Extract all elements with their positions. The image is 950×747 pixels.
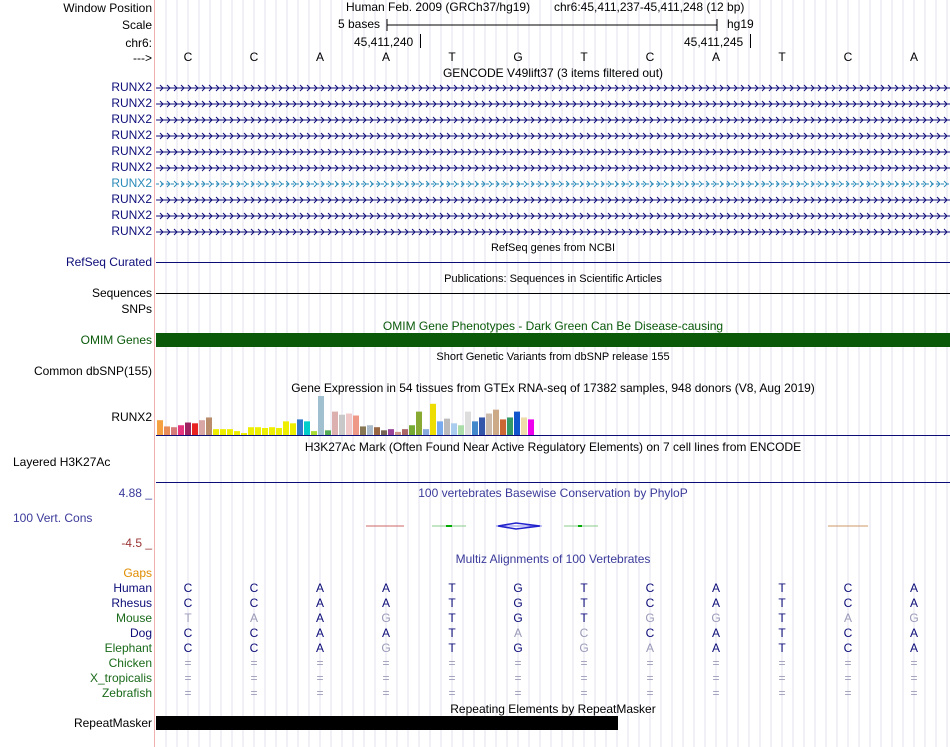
multiz-base: = xyxy=(448,671,456,685)
omim-gene-bar[interactable] xyxy=(156,333,950,347)
gtex-tissue-bar[interactable] xyxy=(437,421,443,435)
reference-base: C xyxy=(249,50,259,64)
multiz-base: T xyxy=(580,581,588,595)
multiz-base: A xyxy=(843,611,852,625)
repeatmasker-track-title[interactable]: Repeating Elements by RepeatMasker xyxy=(450,702,656,716)
strand-arrow xyxy=(909,181,912,187)
multiz-base: A xyxy=(381,596,390,610)
refseq-track-label[interactable]: RefSeq Curated xyxy=(65,255,152,269)
phylop-track-label[interactable]: 100 Vert. Cons xyxy=(13,511,93,525)
publications-sequence-line[interactable] xyxy=(156,293,950,294)
scale-label: Scale xyxy=(121,18,152,32)
multiz-base: = xyxy=(646,656,654,670)
gencode-transcript-label[interactable]: RUNX2 xyxy=(111,80,152,94)
multiz-base: T xyxy=(448,596,456,610)
multiz-base: T xyxy=(580,611,588,625)
gtex-expression-bars[interactable] xyxy=(156,396,950,436)
gencode-transcript[interactable] xyxy=(156,227,950,237)
multiz-base: A xyxy=(315,611,324,625)
multiz-base: A xyxy=(711,626,720,640)
strand-arrow xyxy=(839,181,842,187)
multiz-base: = xyxy=(910,686,918,700)
multiz-species-label[interactable]: Zebrafish xyxy=(101,686,152,700)
strand-arrow xyxy=(944,181,947,187)
multiz-base: = xyxy=(712,656,720,670)
strand-label: ---> xyxy=(133,51,152,65)
strand-arrow xyxy=(769,181,772,187)
multiz-base: = xyxy=(382,671,390,685)
strand-arrow xyxy=(734,181,737,187)
strand-arrow xyxy=(804,181,807,187)
multiz-base: = xyxy=(844,686,852,700)
h3k27ac-track-label[interactable]: Layered H3K27Ac xyxy=(13,455,111,469)
dbsnp-track-label[interactable]: Common dbSNP(155) xyxy=(33,364,152,378)
multiz-base: G xyxy=(513,596,523,610)
gtex-tissue-bar[interactable] xyxy=(255,427,261,435)
multiz-base: = xyxy=(250,686,258,700)
refseq-track-title[interactable]: RefSeq genes from NCBI xyxy=(490,242,616,254)
gencode-transcript-label[interactable]: RUNX2 xyxy=(111,144,152,158)
phylop-ymax-label: 4.88 _ xyxy=(118,486,152,500)
gtex-tissue-bar[interactable] xyxy=(262,428,268,435)
gtex-tissue-bar[interactable] xyxy=(521,417,527,435)
multiz-base: A xyxy=(909,626,918,640)
multiz-base: A xyxy=(249,611,258,625)
gtex-tissue-bar[interactable] xyxy=(185,423,191,435)
strand-arrow xyxy=(174,181,177,187)
dbsnp-track-title[interactable]: Short Genetic Variants from dbSNP release 155 xyxy=(436,351,670,363)
publications-track-title[interactable]: Publications: Sequences in Scientific Articles xyxy=(444,273,662,285)
reference-base: C xyxy=(843,50,853,64)
base-grid-lines xyxy=(156,0,950,747)
multiz-base: = xyxy=(448,686,456,700)
genome-browser-image[interactable] xyxy=(156,0,950,747)
multiz-base: C xyxy=(183,641,193,655)
multiz-base: T xyxy=(778,626,786,640)
multiz-base: G xyxy=(711,611,721,625)
refseq-transcript-line[interactable] xyxy=(156,262,950,263)
strand-arrow xyxy=(349,181,352,187)
omim-track-title[interactable]: OMIM Gene Phenotypes - Dark Green Can Be Disease-causing xyxy=(382,319,724,333)
multiz-base: = xyxy=(778,686,786,700)
gencode-track-title[interactable]: GENCODE V49lift37 (3 items filtered out) xyxy=(442,66,664,80)
gtex-tissue-bar[interactable] xyxy=(346,414,352,435)
reference-base: C xyxy=(183,50,193,64)
phylop-ymin-label: -4.5 _ xyxy=(121,536,152,550)
gencode-transcript-label[interactable]: RUNX2 xyxy=(111,224,152,238)
multiz-base: C xyxy=(249,641,259,655)
gtex-tissue-bar[interactable] xyxy=(367,425,373,435)
gencode-transcript-label[interactable]: RUNX2 xyxy=(111,176,152,190)
gtex-tissue-bar[interactable] xyxy=(444,419,450,435)
multiz-base: = xyxy=(844,656,852,670)
reference-base: A xyxy=(381,50,390,64)
reference-base: C xyxy=(645,50,655,64)
multiz-base: A xyxy=(315,626,324,640)
multiz-base: = xyxy=(316,656,324,670)
assembly-title: Human Feb. 2009 (GRCh37/hg19) xyxy=(346,0,531,14)
gtex-tissue-bar[interactable] xyxy=(507,417,513,435)
gtex-tissue-bar[interactable] xyxy=(171,427,177,435)
multiz-base: = xyxy=(514,656,522,670)
multiz-base: A xyxy=(909,581,918,595)
multiz-base: = xyxy=(184,656,192,670)
strand-arrow xyxy=(594,181,597,187)
multiz-base: = xyxy=(778,671,786,685)
scale-db-label: hg19 xyxy=(727,17,754,31)
phylop-track-title[interactable]: 100 vertebrates Basewise Conservation by PhyloP xyxy=(418,486,688,500)
position-tick-mark-2 xyxy=(750,34,751,48)
gtex-baseline xyxy=(156,435,950,436)
multiz-base: G xyxy=(645,611,655,625)
gtex-tissue-bar[interactable] xyxy=(451,423,457,435)
multiz-track-title[interactable]: Multiz Alignments of 100 Vertebrates xyxy=(455,552,651,566)
gencode-transcript-label[interactable]: RUNX2 xyxy=(111,112,152,126)
gtex-tissue-bar[interactable] xyxy=(374,427,380,435)
gtex-tissue-bar[interactable] xyxy=(276,428,282,435)
gencode-transcript[interactable] xyxy=(156,211,950,221)
gtex-tissue-bar[interactable] xyxy=(472,421,478,435)
multiz-base: A xyxy=(513,626,522,640)
multiz-base: = xyxy=(184,686,192,700)
strand-arrow xyxy=(874,181,877,187)
strand-arrow xyxy=(489,181,492,187)
strand-arrow xyxy=(384,181,387,187)
multiz-base: C xyxy=(645,626,655,640)
multiz-base: T xyxy=(448,581,456,595)
gencode-transcript-label[interactable]: RUNX2 xyxy=(111,96,152,110)
chrom-label: chr6: xyxy=(125,36,152,50)
multiz-base: C xyxy=(249,596,259,610)
multiz-base: = xyxy=(580,656,588,670)
strand-arrow xyxy=(244,181,247,187)
gtex-tissue-bar[interactable] xyxy=(416,412,422,435)
h3k27ac-track-title[interactable]: H3K27Ac Mark (Often Found Near Active Regulatory Elements) on 7 cell lines from ENCODE xyxy=(304,440,802,454)
repeatmasker-track-label[interactable]: RepeatMasker xyxy=(73,716,152,730)
gtex-track-label[interactable]: RUNX2 xyxy=(111,410,152,424)
multiz-base: G xyxy=(381,641,391,655)
multiz-base: C xyxy=(843,626,853,640)
multiz-base: A xyxy=(315,581,324,595)
multiz-base: = xyxy=(778,656,786,670)
multiz-species-label[interactable]: Rhesus xyxy=(111,596,152,610)
gtex-tissue-bar[interactable] xyxy=(409,425,415,435)
label-separator xyxy=(154,0,155,747)
gtex-tissue-bar[interactable] xyxy=(479,417,485,435)
reference-base: T xyxy=(778,50,786,64)
multiz-base: A xyxy=(315,641,324,655)
gencode-transcript[interactable] xyxy=(156,99,950,109)
gtex-tissue-bar[interactable] xyxy=(283,421,289,435)
multiz-base: = xyxy=(316,671,324,685)
gtex-tissue-bar[interactable] xyxy=(500,419,506,435)
scale-bar-text: 5 bases xyxy=(338,17,381,31)
gencode-transcript-label[interactable]: RUNX2 xyxy=(111,192,152,206)
repeatmasker-element[interactable] xyxy=(156,716,618,730)
gtex-tissue-bar[interactable] xyxy=(353,416,359,436)
multiz-base: = xyxy=(580,686,588,700)
multiz-base: = xyxy=(910,656,918,670)
multiz-base: = xyxy=(712,686,720,700)
gtex-tissue-bar[interactable] xyxy=(458,425,464,435)
gtex-tissue-bar[interactable] xyxy=(493,410,499,435)
multiz-base: A xyxy=(711,596,720,610)
multiz-base: C xyxy=(579,626,589,640)
multiz-base: T xyxy=(448,626,456,640)
sequences-track-label[interactable]: Sequences xyxy=(91,286,152,300)
multiz-base: T xyxy=(778,641,786,655)
multiz-species-label[interactable]: Chicken xyxy=(108,656,152,670)
strand-arrow xyxy=(699,181,702,187)
reference-base: T xyxy=(448,50,456,64)
position-tick-1: 45,411,240 xyxy=(354,35,414,49)
scale-bar xyxy=(386,18,718,32)
window-position-label: Window Position xyxy=(63,1,152,15)
multiz-base: C xyxy=(183,626,193,640)
multiz-base: = xyxy=(316,686,324,700)
multiz-base: = xyxy=(646,671,654,685)
strand-arrow xyxy=(664,181,667,187)
multiz-base: A xyxy=(711,641,720,655)
gencode-transcript-label[interactable]: RUNX2 xyxy=(111,128,152,142)
gtex-tissue-bar[interactable] xyxy=(360,426,366,435)
gencode-transcript[interactable] xyxy=(156,179,950,189)
gencode-transcript[interactable] xyxy=(156,115,950,125)
multiz-base: = xyxy=(910,671,918,685)
multiz-base: C xyxy=(183,581,193,595)
gtex-tissue-bar[interactable] xyxy=(206,417,212,435)
multiz-base: G xyxy=(513,641,523,655)
multiz-base: T xyxy=(448,641,456,655)
multiz-base: = xyxy=(250,656,258,670)
strand-arrow xyxy=(524,181,527,187)
gtex-tissue-bar[interactable] xyxy=(164,426,170,435)
multiz-base: G xyxy=(909,611,919,625)
multiz-species-label[interactable]: X_tropicalis xyxy=(89,671,152,685)
gencode-transcript-label[interactable]: RUNX2 xyxy=(111,208,152,222)
strand-arrow xyxy=(419,181,422,187)
multiz-base: T xyxy=(778,611,786,625)
multiz-base: C xyxy=(249,581,259,595)
multiz-base: A xyxy=(711,581,720,595)
multiz-base: A xyxy=(909,641,918,655)
gencode-transcript[interactable] xyxy=(156,131,950,141)
gtex-tissue-bar[interactable] xyxy=(290,423,296,435)
gtex-track-title[interactable]: Gene Expression in 54 tissues from GTEx RNA-seq of 17382 samples, 948 donors (V8, Aug 2019) xyxy=(291,381,815,395)
multiz-base: T xyxy=(778,581,786,595)
reference-base: A xyxy=(711,50,720,64)
multiz-base: A xyxy=(315,596,324,610)
multiz-base: = xyxy=(250,671,258,685)
reference-base: T xyxy=(580,50,588,64)
multiz-base: C xyxy=(645,581,655,595)
gtex-tissue-bar[interactable] xyxy=(297,419,303,435)
multiz-base: C xyxy=(183,596,193,610)
gtex-tissue-bar[interactable] xyxy=(486,414,492,435)
gtex-tissue-bar[interactable] xyxy=(528,419,534,435)
gencode-transcript-label[interactable]: RUNX2 xyxy=(111,160,152,174)
multiz-base: = xyxy=(184,671,192,685)
phylop-signal[interactable] xyxy=(156,515,950,535)
position-tick-2: 45,411,245 xyxy=(684,35,744,49)
multiz-gaps-label: Gaps xyxy=(123,566,152,580)
track-labels-column xyxy=(0,0,155,747)
strand-arrow xyxy=(314,181,317,187)
h3k27ac-baseline xyxy=(156,482,950,483)
strand-arrow xyxy=(209,181,212,187)
multiz-base: A xyxy=(381,626,390,640)
gtex-tissue-bar[interactable] xyxy=(304,421,310,435)
gtex-tissue-bar[interactable] xyxy=(514,412,520,435)
multiz-base: T xyxy=(448,611,456,625)
gtex-tissue-bar[interactable] xyxy=(430,404,436,435)
multiz-base: A xyxy=(645,641,654,655)
multiz-species-label[interactable]: Mouse xyxy=(115,611,152,625)
gencode-transcript[interactable] xyxy=(156,195,950,205)
multiz-base: = xyxy=(844,671,852,685)
gtex-tissue-bar[interactable] xyxy=(199,420,205,435)
omim-track-label[interactable]: OMIM Genes xyxy=(80,333,152,347)
gtex-tissue-bar[interactable] xyxy=(465,412,471,435)
multiz-base: C xyxy=(843,596,853,610)
multiz-base: = xyxy=(382,686,390,700)
multiz-base: = xyxy=(514,686,522,700)
gtex-tissue-bar[interactable] xyxy=(157,420,163,435)
position-tick-mark-1 xyxy=(420,34,421,48)
multiz-species-label[interactable]: Human xyxy=(113,581,152,595)
gtex-tissue-bar[interactable] xyxy=(318,396,324,435)
position-coordinates: chr6:45,411,237-45,411,248 (12 bp) xyxy=(554,0,745,14)
multiz-base: G xyxy=(381,611,391,625)
multiz-base: A xyxy=(909,596,918,610)
multiz-base: T xyxy=(184,611,192,625)
strand-arrow xyxy=(279,181,282,187)
multiz-base: C xyxy=(645,596,655,610)
multiz-base: G xyxy=(579,641,589,655)
gtex-tissue-bar[interactable] xyxy=(178,425,184,435)
multiz-base: T xyxy=(580,596,588,610)
multiz-species-label[interactable]: Elephant xyxy=(104,641,152,655)
strand-arrow xyxy=(559,181,562,187)
reference-base: G xyxy=(513,50,523,64)
strand-arrow xyxy=(454,181,457,187)
multiz-base: C xyxy=(249,626,259,640)
multiz-base: T xyxy=(778,596,786,610)
multiz-base: = xyxy=(580,671,588,685)
reference-base: A xyxy=(315,50,324,64)
snps-track-label[interactable]: SNPs xyxy=(121,302,152,316)
multiz-base: C xyxy=(843,581,853,595)
multiz-base: G xyxy=(513,581,523,595)
gtex-tissue-bar[interactable] xyxy=(192,423,198,435)
multiz-base: C xyxy=(843,641,853,655)
gtex-tissue-bar[interactable] xyxy=(332,412,338,435)
reference-sequence xyxy=(156,50,950,64)
strand-arrow xyxy=(629,181,632,187)
gencode-transcript[interactable] xyxy=(156,83,950,93)
multiz-base: G xyxy=(513,611,523,625)
multiz-base: = xyxy=(646,686,654,700)
multiz-base: = xyxy=(712,671,720,685)
gtex-tissue-bar[interactable] xyxy=(339,415,345,435)
gtex-tissue-bar[interactable] xyxy=(269,427,275,435)
multiz-base: = xyxy=(514,671,522,685)
multiz-base: A xyxy=(381,581,390,595)
gencode-transcript[interactable] xyxy=(156,163,950,173)
gencode-transcript[interactable] xyxy=(156,147,950,157)
multiz-base: = xyxy=(448,656,456,670)
gtex-tissue-bar[interactable] xyxy=(248,427,254,435)
multiz-base: = xyxy=(382,656,390,670)
reference-base: A xyxy=(909,50,918,64)
multiz-species-label[interactable]: Dog xyxy=(129,626,152,640)
